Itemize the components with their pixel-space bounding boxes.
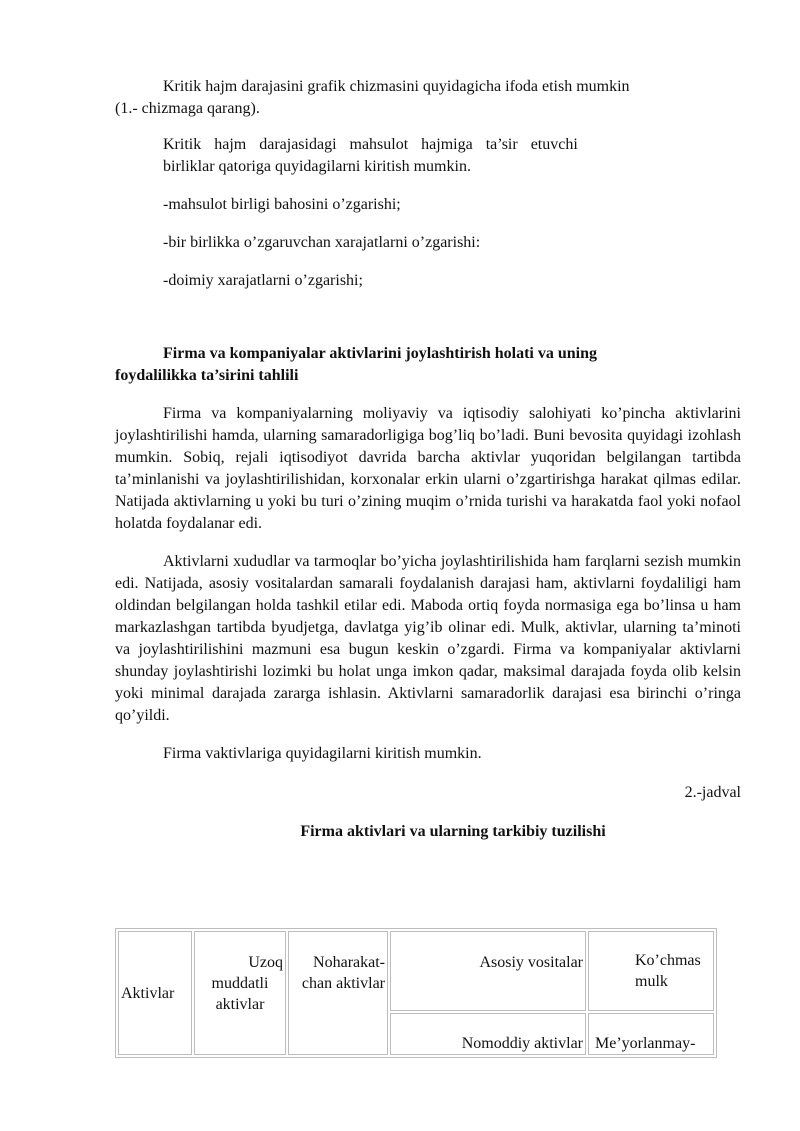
intro-line-2: (1.- chizmaga qarang). — [115, 100, 260, 117]
table-title: Firma aktivlari va ularning tarkibiy tuzilishi — [300, 823, 606, 840]
cell-line: aktivlar — [215, 996, 265, 1013]
cell-line: Ko’chmas — [635, 952, 701, 969]
table-cell-real-estate — [588, 931, 714, 1011]
table-cell-fixed-assets — [288, 931, 388, 1055]
cell-line: mulk — [635, 973, 668, 990]
critical-volume-line-2: birliklar qatoriga quyidagilarni kiritish mumkin. — [163, 158, 471, 175]
table-cell-intangible-assets: Nomoddiy aktivlar — [390, 1013, 586, 1055]
intro-line-1: Kritik hajm darajasini grafik chizmasini quyidagicha ifoda etish mumkin — [163, 78, 630, 95]
table-cell-unnormed: Me’yorlanmay- — [588, 1013, 714, 1055]
section-heading-line-2: foydalilikka ta’sirini tahlili — [115, 367, 299, 384]
table-cell-long-term-assets — [194, 931, 286, 1055]
cell-line: chan aktivlar — [301, 975, 385, 992]
list-item: -bir birlikka o’zgaruvchan xarajatlarni o’zgarishi: — [163, 234, 481, 251]
table-cell-aktivlar: Aktivlar — [118, 931, 192, 1055]
document-page — [115, 76, 741, 843]
paragraph-2: Aktivlarni xududlar va tarmoqlar bo’yicha joylashtirilishida ham farqlarni sezish mumkin edi. Natijada, asosiy vositalardan samarali foydalanish darajasi ham, aktivlarni foydaliligi ham oldindan belgilangan holda tashkil etilar edi. Maboda ortiq foyda normasiga ega bo’linsa u ham markazlashgan tartibda byudjetga, davlatga yig’ib olinar edi. Mulk, aktivlar, ularning ta’minoti va joylashtirilishini mazmuni esa bugun keskin o’zgardi. Firma va kompaniyalar aktivlarni shunday joylashtirishi lozimki bu holat unga imkon qadar, maksimal darajada foyda olib kelsin yoki minimal darajada zararga ishlasin. Aktivlarni samaradorlik darajasi esa birinchi o’ringa qo’yildi. — [115, 553, 741, 724]
cell-line: muddatli — [211, 975, 269, 992]
assets-table — [115, 928, 717, 1058]
paragraph-1: Firma va kompaniyalarning moliyaviy va iqtisodiy salohiyati ko’pincha aktivlarini joylashtirilishi hamda, ularning samaradorligiga bog’liq bo’ladi. Buni bevosita quyidagi izohlash mumkin. Sobiq, rejali iqtisodiyot davrida barcha aktivlar yuqoridan belgilangan tartibda ta’minlanishi va joylashtirilishidan, korxonalar erkin ularni o’zgartirishga harakat qilmas edilar. Natijada aktivlarning u yoki bu turi o’zining muqim o’rnida turishi va harakatda faol yoki nofaol holatda foydalanar edi. — [115, 405, 741, 532]
table-cell-main-assets: Asosiy vositalar — [390, 931, 586, 1011]
cell-line: Noharakat- — [313, 954, 385, 971]
paragraph-3: Firma vaktivlariga quyidagilarni kiritish mumkin. — [163, 745, 482, 762]
list-item: -doimiy xarajatlarni o’zgarishi; — [163, 272, 363, 289]
section-heading-line-1: Firma va kompaniyalar aktivlarini joylashtirish holati va uning — [163, 345, 597, 362]
list-item: -mahsulot birligi bahosini o’zgarishi; — [163, 196, 401, 213]
critical-volume-line-1: Kritik hajm darajasidagi mahsulot hajmiga ta’sir etuvchi — [163, 136, 578, 153]
cell-line: Uzoq — [248, 954, 283, 971]
table-reference: 2.-jadval — [684, 784, 741, 801]
table-row — [118, 931, 714, 1011]
